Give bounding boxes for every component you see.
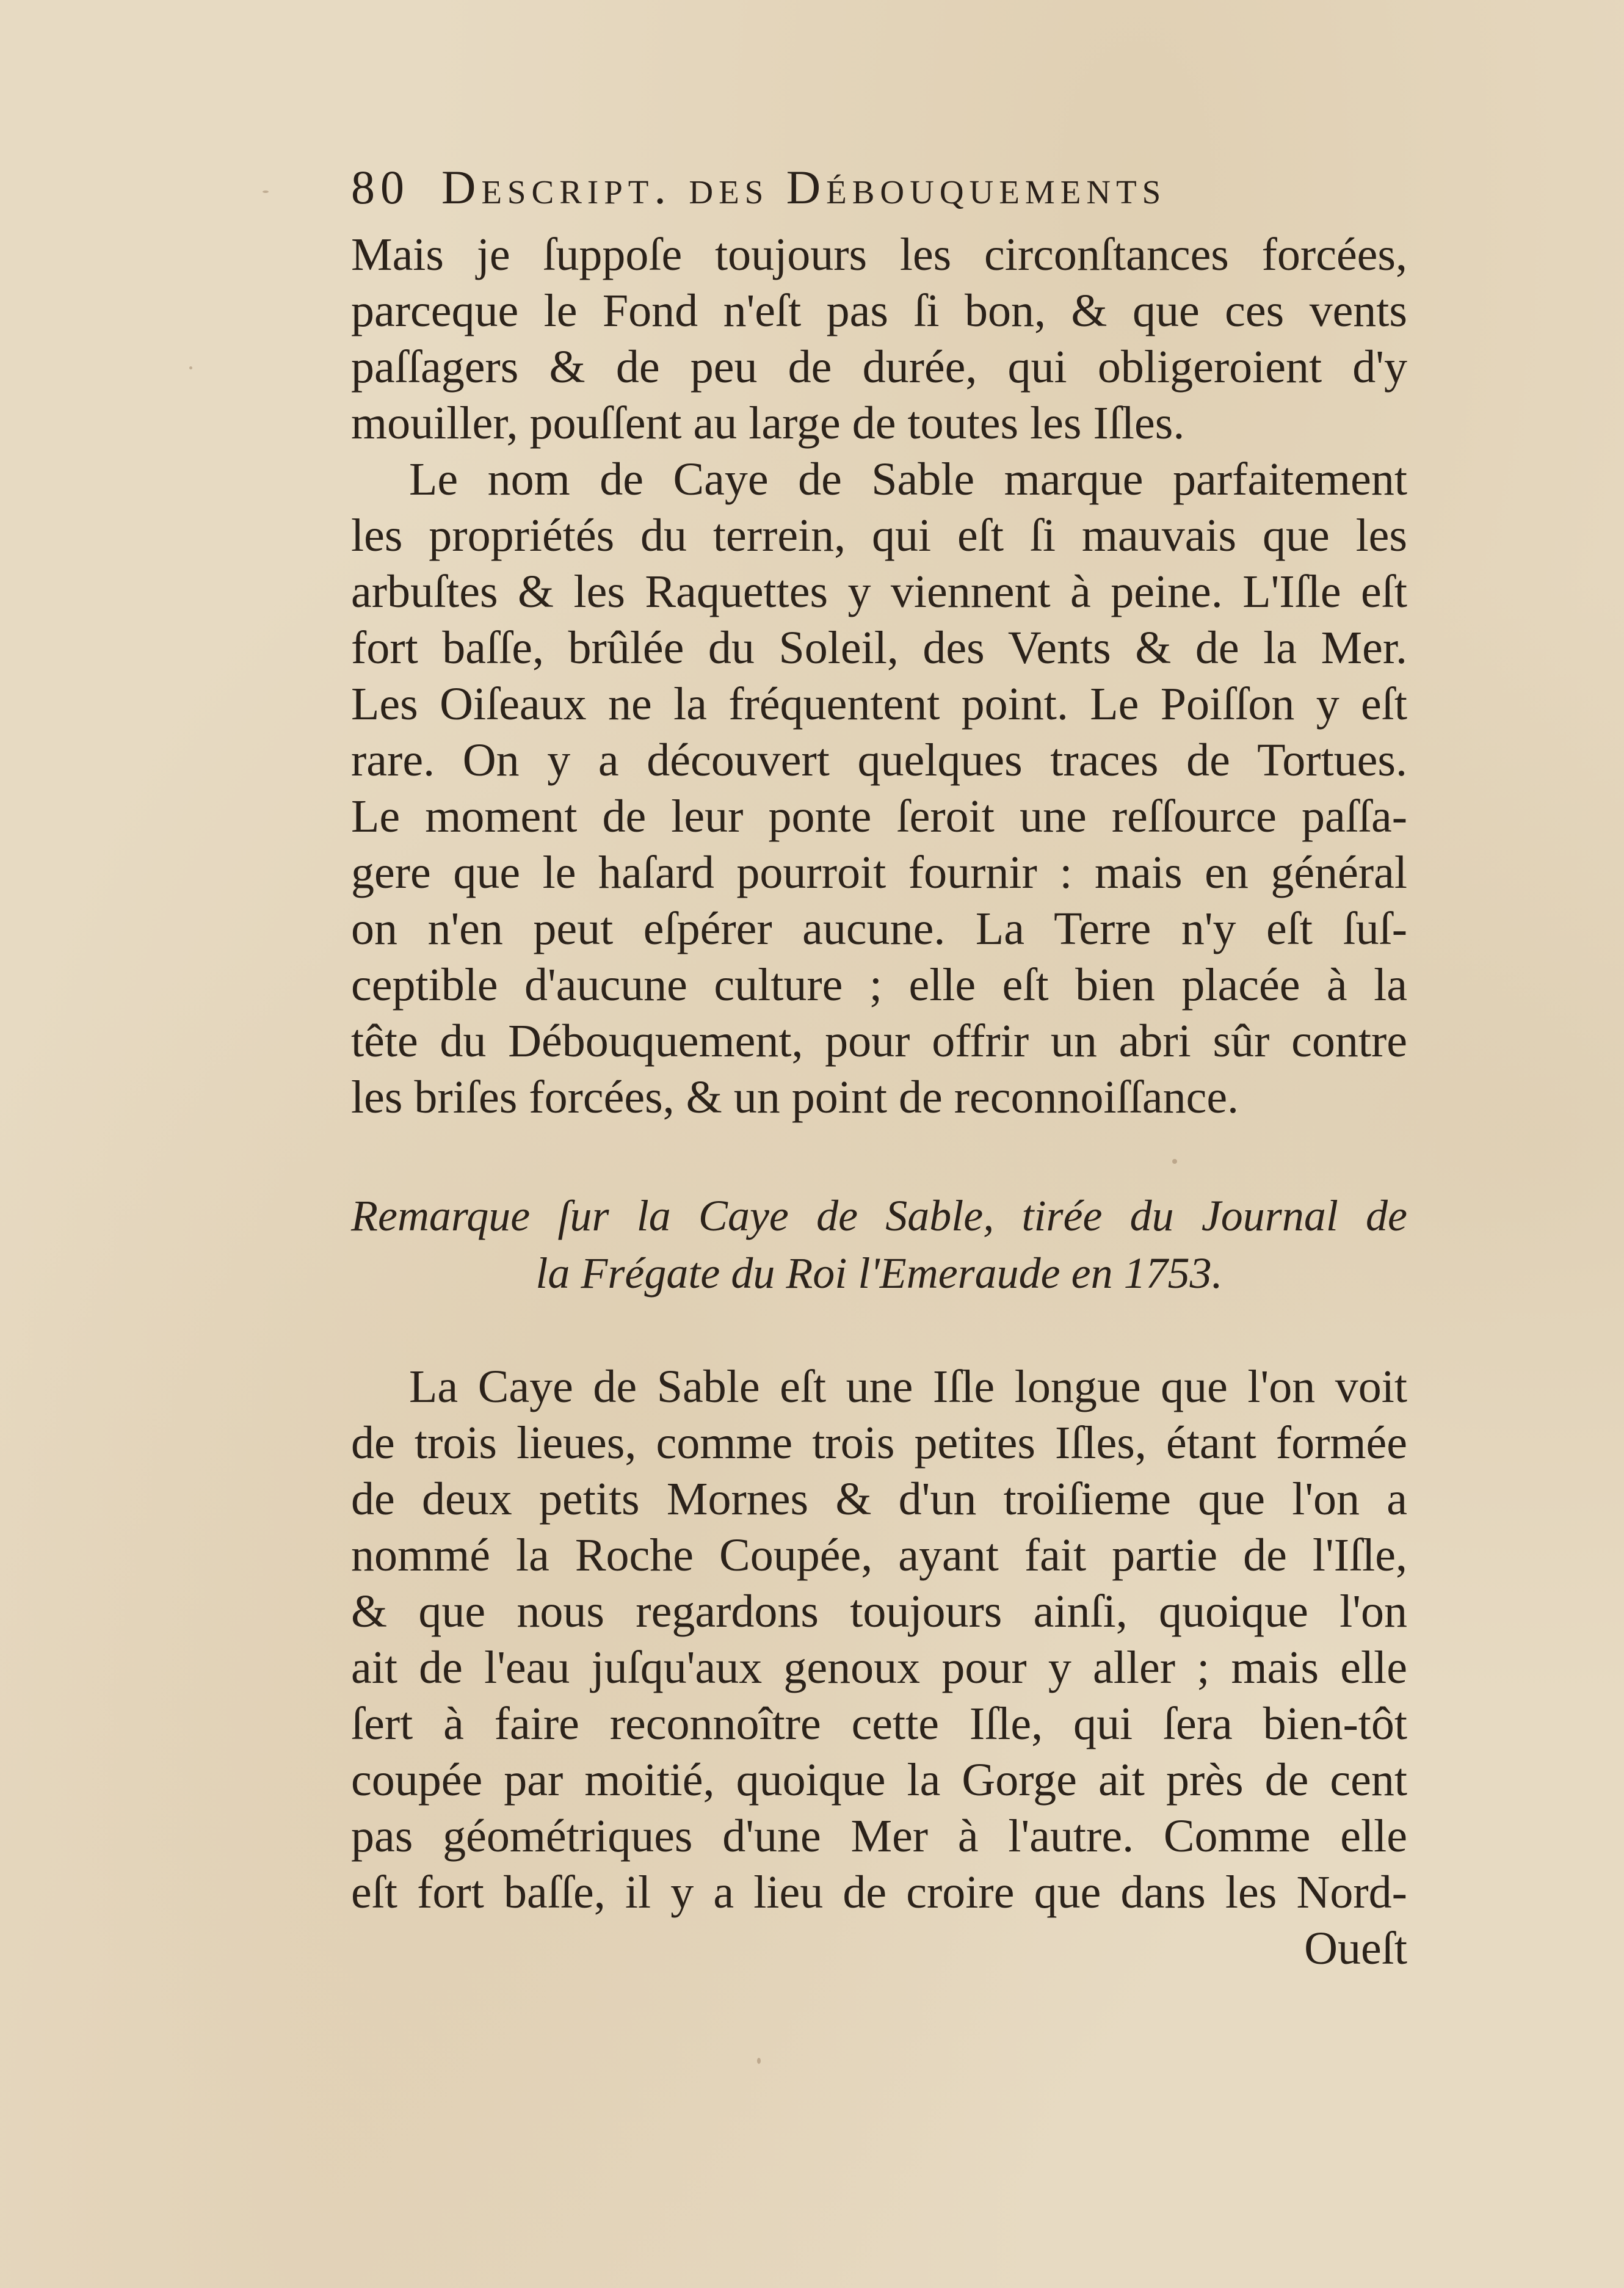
text-line: rare. On y a découvert quelques traces de Tortues.: [351, 735, 1407, 786]
section-heading-line: Remarque ſur la Caye de Sable, tirée du Journal de: [351, 1191, 1407, 1240]
text-line: ait de l'eau juſqu'aux genoux pour y aller ; mais elle: [351, 1642, 1407, 1693]
text-line: arbuſtes & les Raquettes y viennent à peine. L'Iſle eſt: [351, 566, 1407, 617]
text-line: tête du Débouquement, pour offrir un abri sûr contre: [351, 1015, 1407, 1067]
text-line: Les Oiſeaux ne la fréquentent point. Le Poiſſon y eſt: [351, 678, 1407, 730]
text-line: on n'en peut eſpérer aucune. La Terre n'y eſt ſuſ-: [351, 903, 1407, 954]
text-line: Le moment de leur ponte ſeroit une reſſource paſſa-: [351, 791, 1407, 842]
text-line: de trois lieues, comme trois petites Iſles, étant formée: [351, 1417, 1407, 1469]
paper-speck: [189, 366, 192, 369]
running-title: Descript. des Débouquements: [441, 161, 1167, 214]
text-line: mouiller, pouſſent au large de toutes les Iſles.: [351, 398, 1185, 449]
text-line: Mais je ſuppoſe toujours les circonſtances forcées,: [351, 229, 1407, 280]
text-line: pas géométriques d'une Mer à l'autre. Comme elle: [351, 1810, 1407, 1862]
text-line: fort baſſe, brûlée du Soleil, des Vents & de la Mer.: [351, 622, 1407, 674]
paper-speck: [757, 2058, 761, 2064]
text-line: ceptible d'aucune culture ; elle eſt bien placée à la: [351, 959, 1407, 1011]
running-header: [351, 160, 1316, 221]
text-line: ſert à faire reconnoître cette Iſle, qui ſera bien-tôt: [351, 1698, 1407, 1749]
section-heading-line: la Frégate du Roi l'Emeraude en 1753.: [535, 1249, 1223, 1298]
text-line: les propriétés du terrein, qui eſt ſi mauvais que les: [351, 510, 1407, 561]
paper-speck: [1172, 1159, 1177, 1164]
text-line: eſt fort baſſe, il y a lieu de croire que dans les Nord-: [351, 1867, 1407, 1918]
text-line: gere que le haſard pourroit fournir : mais en général: [351, 847, 1407, 898]
text-line: Le nom de Caye de Sable marque parfaitement: [409, 454, 1407, 505]
text-line: les briſes forcées, & un point de reconnoiſſance.: [351, 1072, 1239, 1123]
paper-speck: [263, 191, 269, 193]
catchword: Oueſt: [1304, 1923, 1407, 1974]
text-line: La Caye de Sable eſt une Iſle longue que l'on voit: [409, 1361, 1407, 1412]
page-number: 80: [351, 161, 410, 214]
text-line: parceque le Fond n'eſt pas ſi bon, & que ces vents: [351, 285, 1407, 336]
text-line: paſſagers & de peu de durée, qui obligeroient d'y: [351, 341, 1407, 393]
text-line: & que nous regardons toujours ainſi, quoique l'on: [351, 1586, 1407, 1637]
text-line: de deux petits Mornes & d'un troiſieme que l'on a: [351, 1473, 1407, 1525]
text-line: nommé la Roche Coupée, ayant fait partie de l'Iſle,: [351, 1530, 1407, 1581]
text-line: coupée par moitié, quoique la Gorge ait près de cent: [351, 1754, 1407, 1806]
